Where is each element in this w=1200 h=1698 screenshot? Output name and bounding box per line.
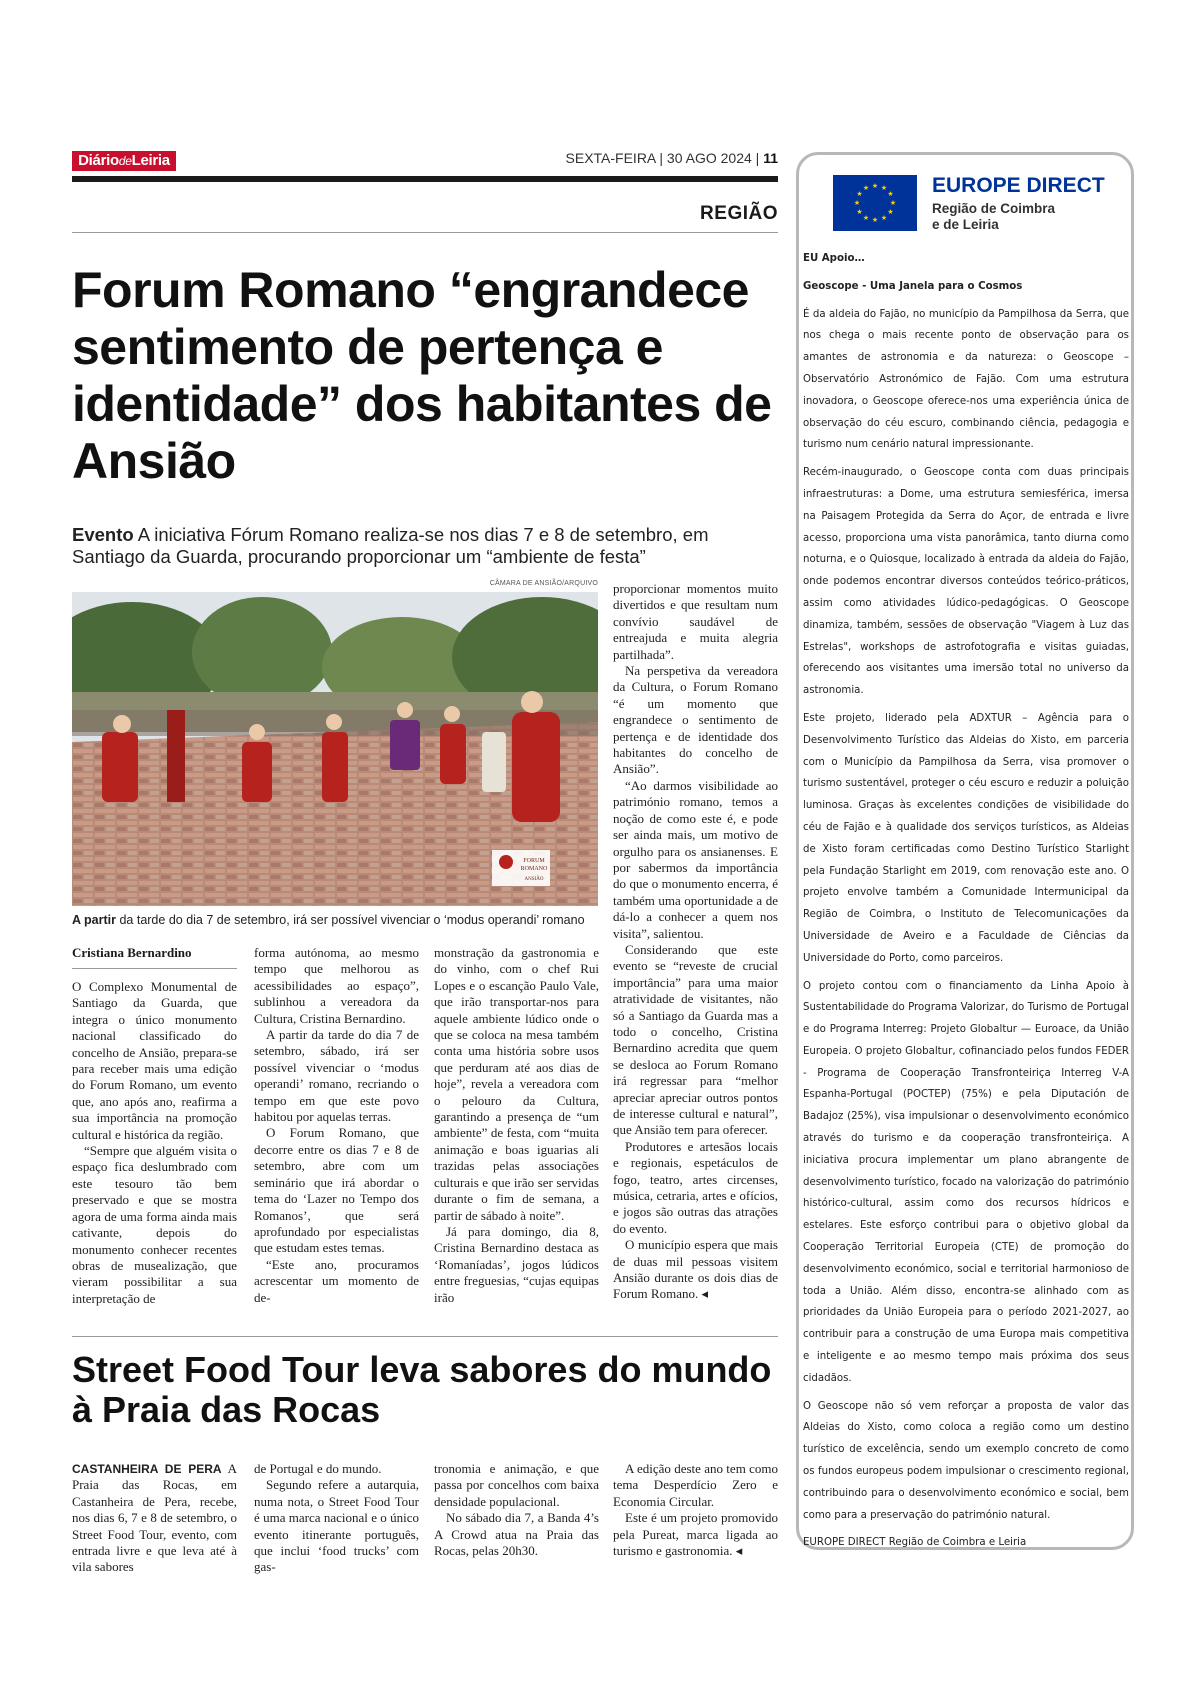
paragraph: É da aldeia do Fajão, no município da Pampilhosa da Serra, que nos chega o mais recente ponto de observação para os amantes de astronomia e da natureza: o Geoscope – Observatório Astronómico de Fajão. Com uma estrutura inovadora, o Geoscope oferece-nos uma experiência única de observação do céu escuro, combinando ciência, pedagogia e turismo num cenário natural impressionante. <box>803 308 1129 451</box>
byline-rule <box>72 968 237 969</box>
svg-text:★: ★ <box>862 214 870 222</box>
svg-text:★: ★ <box>887 208 894 216</box>
photo-caption <box>72 913 598 928</box>
section-label: REGIÃO <box>700 203 778 224</box>
newspaper-logo: DiáriodeLeiria <box>72 151 176 171</box>
article-headline: Forum Romano “engrandece sentimento de pertença e identidade” dos habitantes de Ansião <box>72 262 772 489</box>
caption-text: da tarde do dia 7 de setembro, irá ser possível vivenciar o ‘modus operandi’ romano <box>116 913 585 927</box>
paragraph: A edição deste ano tem como tema Desperdício Zero e Economia Circular. <box>613 1461 778 1509</box>
article-photo <box>72 592 598 906</box>
svg-text:★: ★ <box>880 184 888 192</box>
paragraph: A partir da tarde do dia 7 de setembro, sábado, irá ser possível vivenciar o ‘modus operandi’ romano, recriando o tempo em que este povo habitou por aquelas terras. <box>254 1027 419 1125</box>
issue-date: 30 AGO 2024 <box>666 150 752 166</box>
article2-column-2 <box>254 1461 419 1576</box>
paragraph: “Ao darmos visibilidade ao património romano, temos a noção de como este é, e pode ser ainda mais, um motivo de orgulho para os ansianenses. E por sabermos da importância do que o monumento encerra, é também uma oportunidade a de dá-lo a conhecer a quem nos visita”, salientou. <box>613 777 778 941</box>
sidebar-subtitle: Região de Coimbra e de Leiria <box>932 201 1056 232</box>
article2-column-1 <box>72 1461 237 1576</box>
masthead-rule <box>72 176 778 182</box>
paragraph: de Portugal e do mundo. <box>254 1461 382 1476</box>
paragraph: O projeto contou com o financiamento da Linha Apoio à Sustentabilidade do Programa Valorizar, do Turismo de Portugal e do Programa Interreg: Projeto Globaltur — Euroace, da União Europeia. O projeto Globaltur, cofinanciado pelos fundos FEDER - Programa de Cooperação Transfronteiriça Interreg V-A Espanha-Portugal (POCTEP) (75%) e pela Diputación de Badajoz (25%), visa impulsionar o desenvolvimento económico através do turismo e da cooperação transfronteiriça. A iniciativa procura implementar um plano abrangente de desenvolvimento turístico, focado na valorização do património histórico-cultural, assim como dos recursos hídricos e estelares. Este esforço contribui para o objetivo global da Cooperação Territorial Europeia (CTE) de promoção do desenvolvimento económico, social e territorial harmonioso de toda a União. Além disso, encontra-se alinhado com as prioridades da União Europeia para o período 2021-2027, ao contribuir para a construção de uma Europa mais competitiva e inteligente e ao mesmo tempo mais próxima dos seus cidadãos. <box>803 980 1129 1384</box>
svg-text:★: ★ <box>853 199 861 207</box>
paragraph: O Geoscope não só vem reforçar a proposta de valor das Aldeias do Xisto, como coloca a região como um destino turístico de excelência, sendo um exemplo concreto de como os fundos europeus podem impulsionar o crescimento regional, contribuindo para o desenvolvimento económico e social, bem como para a preservação do património natural. <box>803 1400 1129 1521</box>
page-number: 11 <box>763 150 778 166</box>
sidebar-signature: EUROPE DIRECT Região de Coimbra e Leiria <box>803 1537 1027 1549</box>
section-rule <box>72 232 778 233</box>
sidebar-heading: Geoscope - Uma Janela para o Cosmos <box>803 280 1023 292</box>
dateline-kicker: CASTANHEIRA DE PERA <box>72 1462 222 1476</box>
paragraph: O Forum Romano, que decorre entre os dias 7 e 8 de setembro, abre com um seminário que irá abordar o tema do ‘Lazer no Tempo dos Romanos’, que será aprofundado por especialistas que estudam estes temas. <box>254 1125 419 1256</box>
paragraph: proporcionar momentos muito divertidos e que resultam num convívio saudável de entreajuda e muita alegria partilhada”. <box>613 581 778 662</box>
photo-logo-line2: ROMANO <box>520 866 548 872</box>
photo-credit: CÂMARA DE ANSIÃO/ARQUIVO <box>489 580 598 587</box>
dateline: SEXTA-FEIRA | 30 AGO 2024 | 11 <box>565 150 778 166</box>
svg-text:★: ★ <box>862 184 870 192</box>
lead-text: A iniciativa Fórum Romano realiza-se nos dias 7 e 8 de setembro, em Santiago da Guarda, procurando proporcionar um “ambiente de festa” <box>72 524 709 567</box>
paragraph: tronomia e animação, e que passa por concelhos com baixa densidade populacional. <box>434 1461 599 1509</box>
svg-text:★: ★ <box>887 190 894 198</box>
photo-logo-line3: ANSIÃO <box>524 877 544 882</box>
svg-text:★: ★ <box>880 214 888 222</box>
lead-kicker: Evento <box>72 524 134 545</box>
svg-text:★: ★ <box>871 182 879 190</box>
article2-column-3 <box>434 1461 599 1559</box>
svg-text:★: ★ <box>889 199 897 207</box>
paragraph: Segundo refere a autarquia, numa nota, o Street Food Tour é uma marca nacional e o único evento itinerante português, que inclui ‘food trucks’ com gas- <box>254 1477 419 1575</box>
paragraph: Na perspetiva da vereadora da Cultura, o Forum Romano “é um momento que engrandece o sentimento de pertença e de identidade dos habitantes do concelho de Ansião”. <box>613 663 778 777</box>
paragraph: Já para domingo, dia 8, Cristina Bernardino destaca as ‘Romaníadas’, jogos lúdicos entre freguesias, “cujas equipas irão <box>434 1223 599 1305</box>
paragraph: CASTANHEIRA DE PERA A Praia das Rocas, em Castanheira de Pera, recebe, nos dias 6, 7 e 8 de setembro, o Street Food Tour, evento, com entrada livre e que leva até à vila sabores <box>72 1461 237 1575</box>
article-column-4 <box>613 581 778 1303</box>
paragraph: monstração da gastronomia e do vinho, com o chef Rui Lopes e o escanção Paulo Vale, que irão transportar-nos para aquele ambiente lúdico onde o que se coloca na mesa também conta uma história sobre usos que perduram até aos dias de hoje”, revela a vereadora com o pelouro da Cultura, garantindo a presença de “um ambiente” de festa, com “muita animação e boas iguarias ali trazidas pelas associações culturais e que irão ser servidas durante o fim de semana, a partir de sábado à noite”. <box>434 945 599 1223</box>
caption-kicker: A partir <box>72 913 116 927</box>
paragraph: O Complexo Monumental de Santiago da Guarda, que integra o único monumento nacional classificado do concelho de Ansião, prepara-se para receber mais uma edição do Forum Romano, um evento que, ano após ano, reafirma a sua importância na promoção cultural e histórica da região. <box>72 979 237 1142</box>
article-divider <box>72 1336 778 1337</box>
svg-text:★: ★ <box>871 216 879 224</box>
article-column-3 <box>434 945 599 1306</box>
weekday: SEXTA-FEIRA <box>565 150 656 166</box>
paragraph: Considerando que este evento se “reveste de crucial importância” para uma maior atratividade de visitantes, não só a Santiago da Guarda mas a todo o concelho, Cristina Bernardino acredita que quem se desloca ao Forum Romano irá regressar para “melhor apreciar apreciar outros pontos de interesse cultural e natural”, que Ansião tem para oferecer. <box>613 941 778 1138</box>
eu-apoio-label: EU Apoio… <box>803 253 865 264</box>
svg-text:★: ★ <box>856 190 863 198</box>
paragraph: Recém-inaugurado, o Geoscope conta com duas principais infraestruturas: a Dome, uma estrutura semiesférica, imersa na Paisagem Protegida da Serra do Açor, de entrada e livre acesso, proporciona uma vista panorâmica, tanto diurna como noturna, e o Quiosque, localizado à entrada da aldeia do Fajão, onde podemos encontrar diversos conteúdos teórico-práticos, assim como atividades lúdico-pedagógicas. O Geoscope dinamiza, também, sessões de observação "Viagem à Luz das Estrelas", workshops de astrofotografia e visitas guiadas, oferecendo aos visitantes uma imersão total no universo da astronomia. <box>803 467 1129 697</box>
paragraph: No sábado dia 7, a Banda 4’s A Crowd atua na Praia das Rocas, pelas 20h30. <box>434 1510 599 1559</box>
article-column-2 <box>254 945 419 1306</box>
svg-text:★: ★ <box>856 208 863 216</box>
photo-logo-line1: FORUM <box>523 858 545 864</box>
paragraph: O município espera que mais de duas mil pessoas visitem Ansião durante os dois dias de Forum Romano. ◂ <box>613 1237 778 1302</box>
eu-flag-icon <box>833 175 917 231</box>
paragraph: Produtores e artesãos locais e regionais, espetáculos de fogo, teatro, artes circenses, música, cetraria, artes e ofícios, e jogos são outras das atrações do evento. <box>613 1138 778 1236</box>
paragraph: forma autónoma, ao mesmo tempo que melhorou as acessibilidades ao espaço”, sublinhou a vereadora da Cultura, Cristina Bernardino. <box>254 945 419 1026</box>
paragraph: “Este ano, procuramos acrescentar um momento de de- <box>254 1256 419 1305</box>
paragraph: Este projeto, liderado pela ADXTUR – Agência para o Desenvolvimento Turístico das Aldeias do Xisto, em parceria com o Município da Pampilhosa da Serra, visa promover o turismo sustentável, proteger o céu escuro e reduzir a poluição luminosa. Graças às excelentes condições de visibilidade do céu de Fajão e à qualidade dos serviços turísticos, as Aldeias de Xisto foram certificadas como Destino Turístico Starlight pela Fundação Starlight em 2019, com renovação este ano. O projeto envolve também a Comunidade Intermunicipal da Região de Coimbra, o Instituto de Telecomunicações da Universidade de Aveiro e a Faculdade de Ciências da Universidade do Porto, como parceiros. <box>803 712 1129 964</box>
paragraph: “Sempre que alguém visita o espaço fica deslumbrado com este tesouro tão bem preservado e que se mostra agora de uma forma ainda mais cativante, depois do monumento conhecer recentes obras de musealização, que vieram possibilitar a sua interpretação de <box>72 1143 237 1306</box>
sidebar-text <box>803 248 1129 1560</box>
article2-headline: Street Food Tour leva sabores do mundo à Praia das Rocas <box>72 1349 772 1430</box>
article2-column-4 <box>613 1461 778 1559</box>
sidebar-title: EUROPE DIRECT <box>932 174 1105 197</box>
article-lead <box>72 524 778 568</box>
paragraph: Este é um projeto promovido pela Pureat, marca ligada ao turismo e gastronomia. ◂ <box>613 1510 778 1559</box>
article-column-1 <box>72 979 237 1307</box>
byline: Cristiana Bernardino <box>72 945 192 960</box>
